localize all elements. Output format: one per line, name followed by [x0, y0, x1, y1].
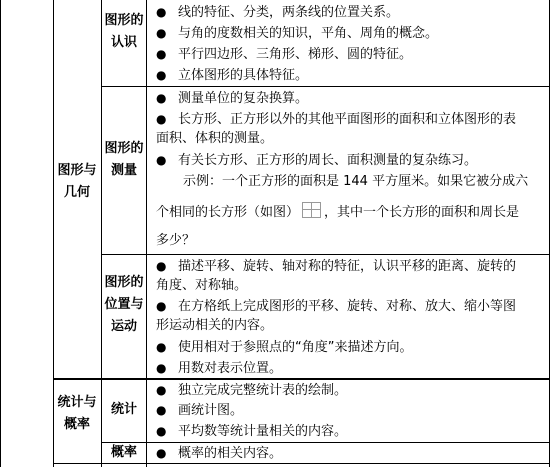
- list-item: ● 长方形、正方形以外的其他平面图形的面积和立体图形的表: [156, 112, 517, 127]
- subcategory-measurement: 图形的测量: [104, 141, 144, 178]
- list-item: ● 与角的度数相关的知识，平角、周角的概念。: [156, 26, 439, 41]
- subcategory-statistics: 统计: [110, 402, 137, 417]
- probability-content: [156, 443, 548, 463]
- position-content: [156, 255, 548, 377]
- list-item: ● 有关长方形、正方形的周长、面积测量的复杂练习。: [156, 153, 478, 168]
- list-item: ● 画统计图。: [156, 403, 244, 418]
- table-border-col3: [146, 0, 147, 467]
- table-border-right: [549, 0, 550, 467]
- table-border-left: [0, 0, 1, 467]
- list-item-continuation: 角度、对称轴。: [156, 278, 248, 293]
- list-item: ● 测量单位的复杂换算。: [156, 91, 309, 106]
- list-item: ● 在方格纸上完成图形的平移、旋转、对称、放大、缩小等图: [156, 299, 517, 314]
- example-text: 示例：一个正方形的面积是 144 平方厘米。如果它被分成六: [183, 174, 529, 189]
- list-item: ● 立体图形的具体特征。: [156, 68, 309, 83]
- list-item: ● 使用相对于参照点的“角度”来描述方向。: [156, 340, 413, 355]
- list-item: ● 用数对表示位置。: [156, 361, 283, 376]
- table-border-col2: [101, 0, 102, 467]
- list-item: ● 独立完成完整统计表的绘制。: [156, 383, 348, 398]
- list-item: ● 平均数等统计量相关的内容。: [156, 424, 348, 439]
- list-item-continuation: 形运动相关的内容。: [156, 318, 274, 333]
- subcategory-position-motion: 图形的位置与运动: [104, 275, 144, 334]
- category-geometry: 图形与几何: [57, 163, 97, 200]
- example-text-end: 多少？: [156, 233, 196, 248]
- table-border-col1: [53, 0, 54, 467]
- list-item: ● 概率的相关内容。: [156, 446, 283, 461]
- example-text-cont: 个相同的长方形（如图） ，其中一个长方形的面积和周长是: [156, 202, 519, 223]
- list-item: ● 描述平移、旋转、轴对称的特征，认识平移的距离、旋转的: [156, 259, 517, 274]
- list-item: ● 平行四边形、三角形、梯形、圆的特征。: [156, 47, 413, 62]
- subcategory-probability: 概率: [110, 445, 137, 460]
- rectangle-grid-icon: [302, 202, 321, 218]
- measurement-content: [156, 87, 548, 253]
- list-item: ● 线的特征、分类，两条线的位置关系。: [156, 5, 400, 20]
- recognition-content: [156, 2, 548, 86]
- subcategory-recognition: 图形的认识: [104, 13, 144, 50]
- statistics-content: [156, 380, 548, 442]
- list-item-continuation: 面积、体积的测量。: [156, 131, 274, 146]
- category-statistics: 统计与概率: [57, 395, 97, 432]
